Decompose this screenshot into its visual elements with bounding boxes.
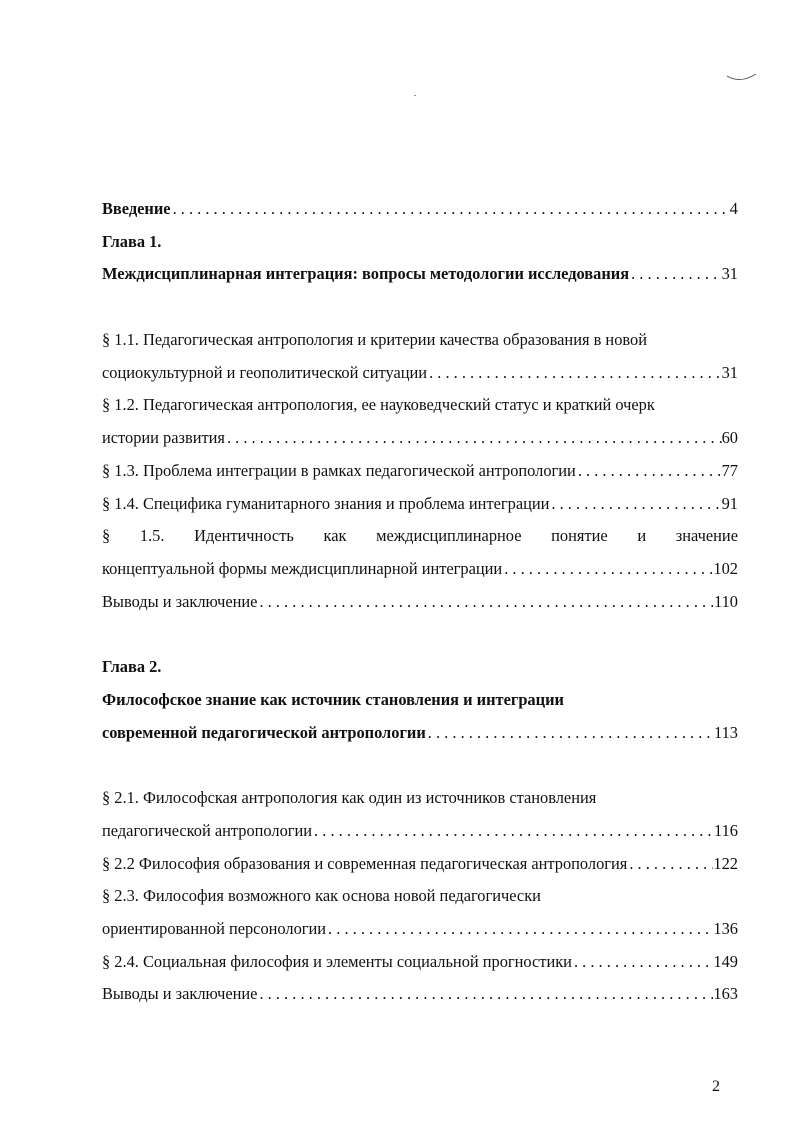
toc-page-number: 77 <box>721 460 738 480</box>
toc-entry-title: современной педагогической антропологии <box>102 722 426 742</box>
toc-entry-title: истории развития <box>102 428 225 448</box>
toc-page-number: 149 <box>713 951 738 971</box>
dot-leader <box>171 193 730 226</box>
toc-entry-title: § 1.4. Специфика гуманитарного знания и проблема интеграции <box>102 493 550 513</box>
dot-leader <box>427 357 722 390</box>
chapter-2-label: Глава 2. <box>102 657 162 677</box>
toc-page-number: 60 <box>721 428 738 448</box>
toc-page-number: 102 <box>713 558 738 578</box>
toc-entry-title: § 2.2 Философия образования и современная педагогическая антропология <box>102 853 628 873</box>
word: Идентичность <box>194 526 294 546</box>
toc-entry-1-2-line1[interactable]: § 1.2. Педагогическая антропология, ее науковедческий статус и краткий очерк <box>102 395 655 415</box>
table-of-contents <box>102 193 738 1011</box>
spacer <box>102 291 738 324</box>
toc-entry-2-4[interactable] <box>102 946 738 979</box>
toc-entry-1-5[interactable] <box>102 553 738 586</box>
page-number: 2 <box>712 1078 720 1095</box>
dot-leader <box>629 258 722 291</box>
dot-leader <box>225 422 722 455</box>
word: и <box>637 526 647 546</box>
chapter-1-label: Глава 1. <box>102 231 162 251</box>
dot-leader <box>312 815 714 848</box>
word: междисциплинарное <box>376 526 522 546</box>
toc-entry-title: ориентированной персонологии <box>102 919 327 939</box>
toc-entry-chapter-1[interactable] <box>102 258 738 291</box>
toc-entry-2-3[interactable] <box>102 913 738 946</box>
toc-entry-title: Выводы и заключение <box>102 591 258 611</box>
dot-leader <box>257 978 713 1011</box>
toc-entry-title: § 2.4. Социальная философия и элементы социальной прогностики <box>102 951 572 971</box>
word: значение <box>675 526 738 546</box>
toc-page-number: 31 <box>721 264 738 284</box>
toc-entry-2-1[interactable] <box>102 815 738 848</box>
toc-entry-title: Междисциплинарная интеграция: вопросы методологии исследования <box>102 264 630 284</box>
word: как <box>323 526 347 546</box>
toc-entry-title: § 1.3. Проблема интеграции в рамках педагогической антропологии <box>102 460 576 480</box>
word: понятие <box>551 526 608 546</box>
toc-entry-intro[interactable] <box>102 193 738 226</box>
dot-leader <box>627 848 713 881</box>
word: 1.5. <box>139 526 165 546</box>
toc-page-number: 122 <box>713 853 738 873</box>
toc-entry-1-4[interactable] <box>102 488 738 521</box>
scan-speck <box>414 95 416 96</box>
dot-leader <box>326 913 713 946</box>
chapter-2-title-line1[interactable]: Философское знание как источник становления и интеграции <box>102 689 564 709</box>
toc-page-number: 91 <box>721 493 738 513</box>
toc-page-number: 110 <box>714 591 738 611</box>
toc-entry-1-5-line1[interactable] <box>102 520 738 553</box>
toc-page-number: 31 <box>721 362 738 382</box>
toc-entry-1-1-line1[interactable]: § 1.1. Педагогическая антропология и критерии качества образования в новой <box>102 330 647 350</box>
toc-entry-2-1-line1[interactable]: § 2.1. Философская антропология как один из источников становления <box>102 788 597 808</box>
toc-page-number: 4 <box>729 199 738 218</box>
spacer <box>102 618 738 651</box>
toc-entry-title: социокультурной и геополитической ситуации <box>102 362 428 382</box>
toc-entry-title: Введение <box>102 199 171 218</box>
scan-mark-icon <box>726 70 758 84</box>
toc-page-number: 116 <box>714 821 738 840</box>
dot-leader <box>549 488 721 521</box>
toc-entry-title: концептуальной формы междисциплинарной интеграции <box>102 558 503 578</box>
toc-page-number: 113 <box>714 722 738 742</box>
toc-entry-2-2[interactable] <box>102 848 738 881</box>
word: § <box>102 526 111 546</box>
toc-page-number: 163 <box>713 984 738 1004</box>
toc-page-number: 136 <box>713 919 738 939</box>
toc-entry-1-1[interactable] <box>102 357 738 390</box>
toc-entry-conclusion-2[interactable] <box>102 978 738 1011</box>
spacer <box>102 749 738 782</box>
dot-leader <box>576 455 722 488</box>
toc-entry-chapter-2[interactable] <box>102 717 738 750</box>
dot-leader <box>426 717 714 750</box>
toc-entry-2-3-line1[interactable]: § 2.3. Философия возможного как основа новой педагогически <box>102 886 541 906</box>
dot-leader <box>257 586 714 619</box>
dot-leader <box>502 553 713 586</box>
toc-entry-title: Выводы и заключение <box>102 984 258 1004</box>
toc-entry-conclusion-1[interactable] <box>102 586 738 619</box>
toc-entry-1-2[interactable] <box>102 422 738 455</box>
dot-leader <box>572 946 713 979</box>
toc-entry-1-3[interactable] <box>102 455 738 488</box>
toc-entry-title: педагогической антропологии <box>102 821 313 840</box>
